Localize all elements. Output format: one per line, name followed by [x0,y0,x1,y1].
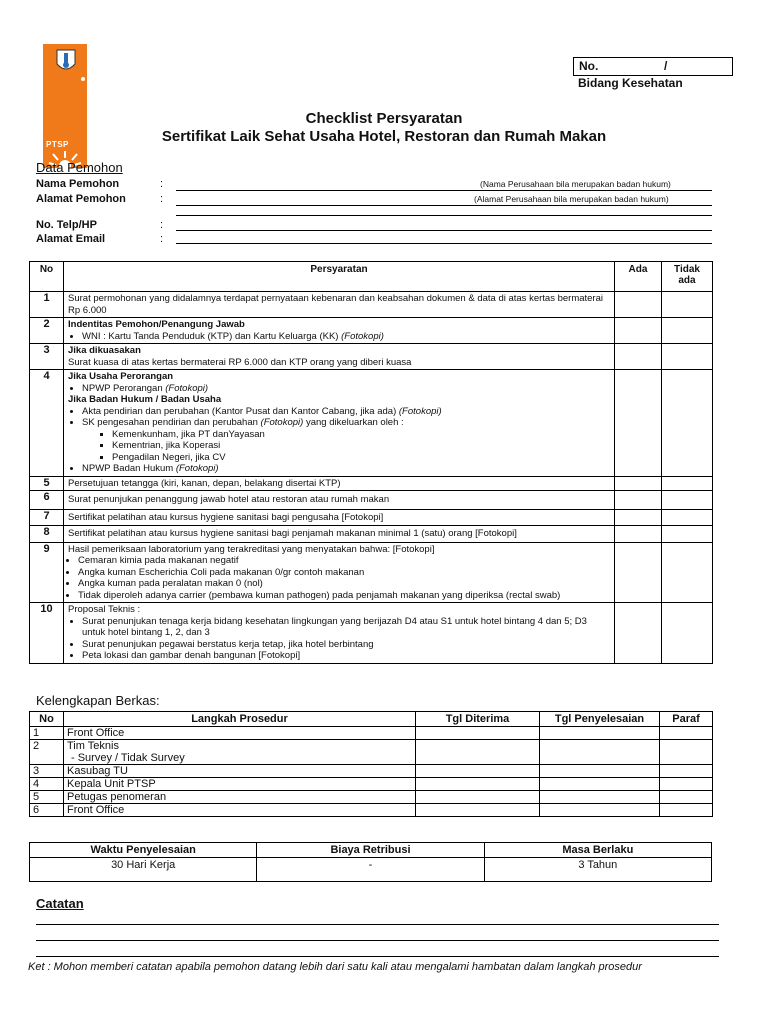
row-no: 7 [30,509,64,526]
item-text: NPWP Perorangan [82,382,163,394]
alamat-note: (Alamat Perusahaan bila merupakan badan hukum) [474,194,669,204]
row-sub: - Survey / Tidak Survey [71,752,185,764]
list-item [82,406,610,418]
ada-checkbox[interactable] [615,526,662,543]
row-no: 2 [30,318,64,344]
telp-field-line[interactable] [176,230,712,231]
sub-list-item: ▪ Pengadilan Negeri, jika CV [112,452,610,464]
list-item: • Surat penunjukan pegawai berstatus kerja tetap, jika hotel berbintang [82,639,610,651]
item-text: SK pengesahan pendirian dan perubahan [82,417,258,428]
tgl-diterima-cell[interactable] [416,740,540,765]
table-row [30,526,713,543]
item-text: NPWP Badan Hukum [82,463,174,474]
nama-field-line[interactable] [176,190,712,191]
summary-table [29,842,712,882]
row-text: Proposal Teknis : [68,604,141,615]
table-row [30,318,713,344]
kelengkapan-table [29,711,713,817]
table-row [30,292,713,318]
paraf-cell[interactable] [660,740,713,765]
table-row [30,509,713,526]
ada-checkbox[interactable] [615,344,662,370]
table-row [30,791,713,804]
jakarta-crest-icon [55,48,77,74]
row-step: Kasubag TU [64,765,416,778]
table-row [30,778,713,791]
summary-value-row [30,858,712,882]
col-ada: Ada [615,262,662,292]
logo-dot [81,77,85,81]
paraf-cell[interactable] [660,727,713,740]
row-no: 5 [30,476,64,491]
row-no: 1 [30,292,64,318]
nama-label: Nama Pemohon [36,178,120,190]
list-item [82,463,610,475]
alamat-label: Alamat Pemohon [36,193,126,205]
logo-text: PTSP [46,140,69,149]
row-no: 10 [30,603,64,664]
tgl-penyelesaian-cell[interactable] [540,778,660,791]
tgl-diterima-cell[interactable] [416,804,540,817]
row-step: Tim Teknis [67,740,119,752]
table-row [30,740,713,765]
footer-note: Ket : Mohon memberi catatan apabila pemohon datang lebih dari satu kali atau mengalami hambatan dalam langkah prosedur [28,961,642,973]
tgl-penyelesaian-cell[interactable] [540,740,660,765]
masa-value: 3 Tahun [484,858,711,882]
tidak-ada-checkbox[interactable] [662,509,713,526]
colon: : [160,193,164,205]
sub-list-item: ▪ Kementrian, jika Koperasi [112,440,610,452]
row-text: Sertifikat pelatihan atau kursus hygiene sanitasi bagi pengusaha [Fotokopi] [64,509,615,526]
row-content [64,318,615,344]
tgl-penyelesaian-cell[interactable] [540,765,660,778]
row-no: 2 [30,740,64,765]
row-title: Jika Badan Hukum / Badan Usaha [68,394,222,405]
kelengkapan-heading: Kelengkapan Berkas: [36,693,160,708]
tgl-penyelesaian-cell[interactable] [540,727,660,740]
row-text: Surat permohonan yang didalamnya terdapat pernyataan kebenaran dan keabsahan dokumen & data di atas kertas bermaterai Rp 6.000 [64,292,615,318]
ada-checkbox[interactable] [615,292,662,318]
catatan-line-2[interactable] [36,940,719,941]
colon: : [160,233,164,245]
catatan-line-1[interactable] [36,924,719,925]
list-item [82,383,610,395]
telp-label: No. Telp/HP [36,219,97,231]
tidak-ada-checkbox[interactable] [662,344,713,370]
waktu-value: 30 Hari Kerja [30,858,257,882]
tgl-diterima-cell[interactable] [416,791,540,804]
ada-checkbox[interactable] [615,491,662,510]
row-no: 4 [30,370,64,477]
nama-note: (Nama Perusahaan bila merupakan badan hukum) [480,179,671,189]
row-text: Persetujuan tetangga (kiri, kanan, depan, belakang disertai KTP) [64,476,615,491]
no-label: No. [579,59,599,73]
bidang-label: Bidang Kesehatan [578,76,683,90]
tidak-ada-checkbox[interactable] [662,476,713,491]
item-note: (Fotokopi) [398,405,442,417]
tgl-diterima-cell[interactable] [416,765,540,778]
row-no: 5 [30,791,64,804]
table-row [30,491,713,510]
col-waktu: Waktu Penyelesaian [30,843,257,858]
tgl-diterima-cell[interactable] [416,778,540,791]
row-no: 4 [30,778,64,791]
col-no: No [30,712,64,727]
col-biaya: Biaya Retribusi [257,843,484,858]
table-row [30,603,713,664]
email-label: Alamat Email [36,233,106,245]
col-langkah: Langkah Prosedur [64,712,416,727]
row-step: Front Office [64,727,416,740]
row-title: Indentitas Pemohon/Penangung Jawab [68,319,245,330]
requirements-table [29,261,713,664]
row-no: 8 [30,526,64,543]
no-slash: / [664,59,668,73]
col-tgl-diterima: Tgl Diterima [416,712,540,727]
row-no: 3 [30,344,64,370]
sub-list-item: ▪ Kemenkunham, jika PT danYayasan [112,429,610,441]
list-item: • Tidak diperoleh adanya carrier (pembawa kuman pathogen) pada penjamah makanan yang diperiksa (rectal swab) [78,590,610,602]
item-note: (Fotokopi) [175,463,219,474]
table-row [30,765,713,778]
title-line1: Checklist Persyaratan [305,110,463,127]
title-line2: Sertifikat Laik Sehat Usaha Hotel, Restoran dan Rumah Makan [161,128,607,145]
table-row [30,542,713,603]
biaya-value: - [257,858,484,882]
catatan-line-3[interactable] [36,956,719,957]
row-text: Hasil pemeriksaan laboratorium yang terakreditasi yang menyatakan bahwa: [Fotokopi] [68,543,435,555]
tidak-ada-checkbox[interactable] [662,292,713,318]
paraf-cell[interactable] [660,765,713,778]
list-item: • Peta lokasi dan gambar denah bangunan [Fotokopi] [82,650,610,662]
row-no: 9 [30,542,64,603]
alamat-field-line-2[interactable] [176,215,712,216]
email-field-line[interactable] [176,243,712,244]
requirements-header-row [30,262,713,292]
row-text: Sertifikat pelatihan atau kursus hygiene sanitasi bagi penjamah makanan minimal 1 (satu) orang [Fotokopi] [64,526,615,543]
item-text: WNI : Kartu Tanda Penduduk (KTP) dan Kartu Keluarga (KK) [82,330,339,342]
row-text: Surat penunjukan penanggung jawab hotel atau restoran atau rumah makan [64,491,615,510]
row-content [64,740,416,765]
tgl-penyelesaian-cell[interactable] [540,791,660,804]
item-text: yang dikeluarkan oleh : [305,417,404,428]
item-note: (Fotokopi) [260,417,304,428]
colon: : [160,219,164,231]
ada-checkbox[interactable] [615,476,662,491]
col-tidak-ada: Tidak ada [662,262,713,292]
row-content [64,370,615,477]
item-note: (Fotokopi) [341,330,384,342]
col-masa: Masa Berlaku [484,843,711,858]
tidak-ada-checkbox[interactable] [662,318,713,344]
ptsp-logo [43,44,87,168]
row-content [64,344,615,370]
col-no: No [30,262,64,292]
catatan-heading: Catatan [36,896,84,911]
row-step: Kepala Unit PTSP [64,778,416,791]
ada-checkbox[interactable] [615,370,662,477]
table-row [30,344,713,370]
tidak-ada-checkbox[interactable] [662,370,713,477]
list-item: • Cemaran kimia pada makanan negatif [78,555,610,567]
list-item: • Angka kuman Escherichia Coli pada makanan 0/gr contoh makanan [78,567,610,579]
paraf-cell[interactable] [660,791,713,804]
row-no: 6 [30,804,64,817]
table-row [30,370,713,477]
item-text: Akta pendirian dan perubahan (Kantor Pusat dan Kantor Cabang, jika ada) [82,405,397,417]
table-row [30,804,713,817]
summary-header-row [30,843,712,858]
kelengkapan-header-row [30,712,713,727]
col-persyaratan: Persyaratan [64,262,615,292]
row-no: 3 [30,765,64,778]
row-text: Surat kuasa di atas kertas bermaterai RP 6.000 dan KTP orang yang diberi kuasa [68,356,412,368]
ada-checkbox[interactable] [615,542,662,603]
document-number-box [573,57,733,76]
ada-checkbox[interactable] [615,318,662,344]
list-item: • Angka kuman pada peralatan makan 0 (nol) [78,578,610,590]
ada-checkbox[interactable] [615,603,662,664]
col-tgl-penyelesaian: Tgl Penyelesaian [540,712,660,727]
row-step: Petugas penomeran [64,791,416,804]
row-step: Front Office [64,804,416,817]
list-item [82,417,610,463]
table-row [30,476,713,491]
row-title: Jika Usaha Perorangan [68,371,174,382]
tidak-ada-checkbox[interactable] [662,542,713,603]
col-paraf: Paraf [660,712,713,727]
data-pemohon-heading: Data Pemohon [36,160,123,175]
alamat-field-line[interactable] [176,205,712,206]
tgl-penyelesaian-cell[interactable] [540,804,660,817]
item-note: (Fotokopi) [165,382,209,394]
list-item [82,331,610,343]
tgl-diterima-cell[interactable] [416,727,540,740]
row-content [64,603,615,664]
list-item: • Surat penunjukan tenaga kerja bidang kesehatan lingkungan yang berijazah D4 atau S1 untuk hotel bintang 4 dan 5; D3 untuk hotel bintang 1, 2, dan 3 [82,616,610,639]
row-no: 6 [30,491,64,510]
row-no: 1 [30,727,64,740]
row-content [64,542,615,603]
row-title: Jika dikuasakan [68,345,141,356]
paraf-cell[interactable] [660,804,713,817]
paraf-cell[interactable] [660,778,713,791]
table-row [30,727,713,740]
colon: : [160,178,164,190]
ada-checkbox[interactable] [615,509,662,526]
tidak-ada-checkbox[interactable] [662,526,713,543]
tidak-ada-checkbox[interactable] [662,491,713,510]
tidak-ada-checkbox[interactable] [662,603,713,664]
